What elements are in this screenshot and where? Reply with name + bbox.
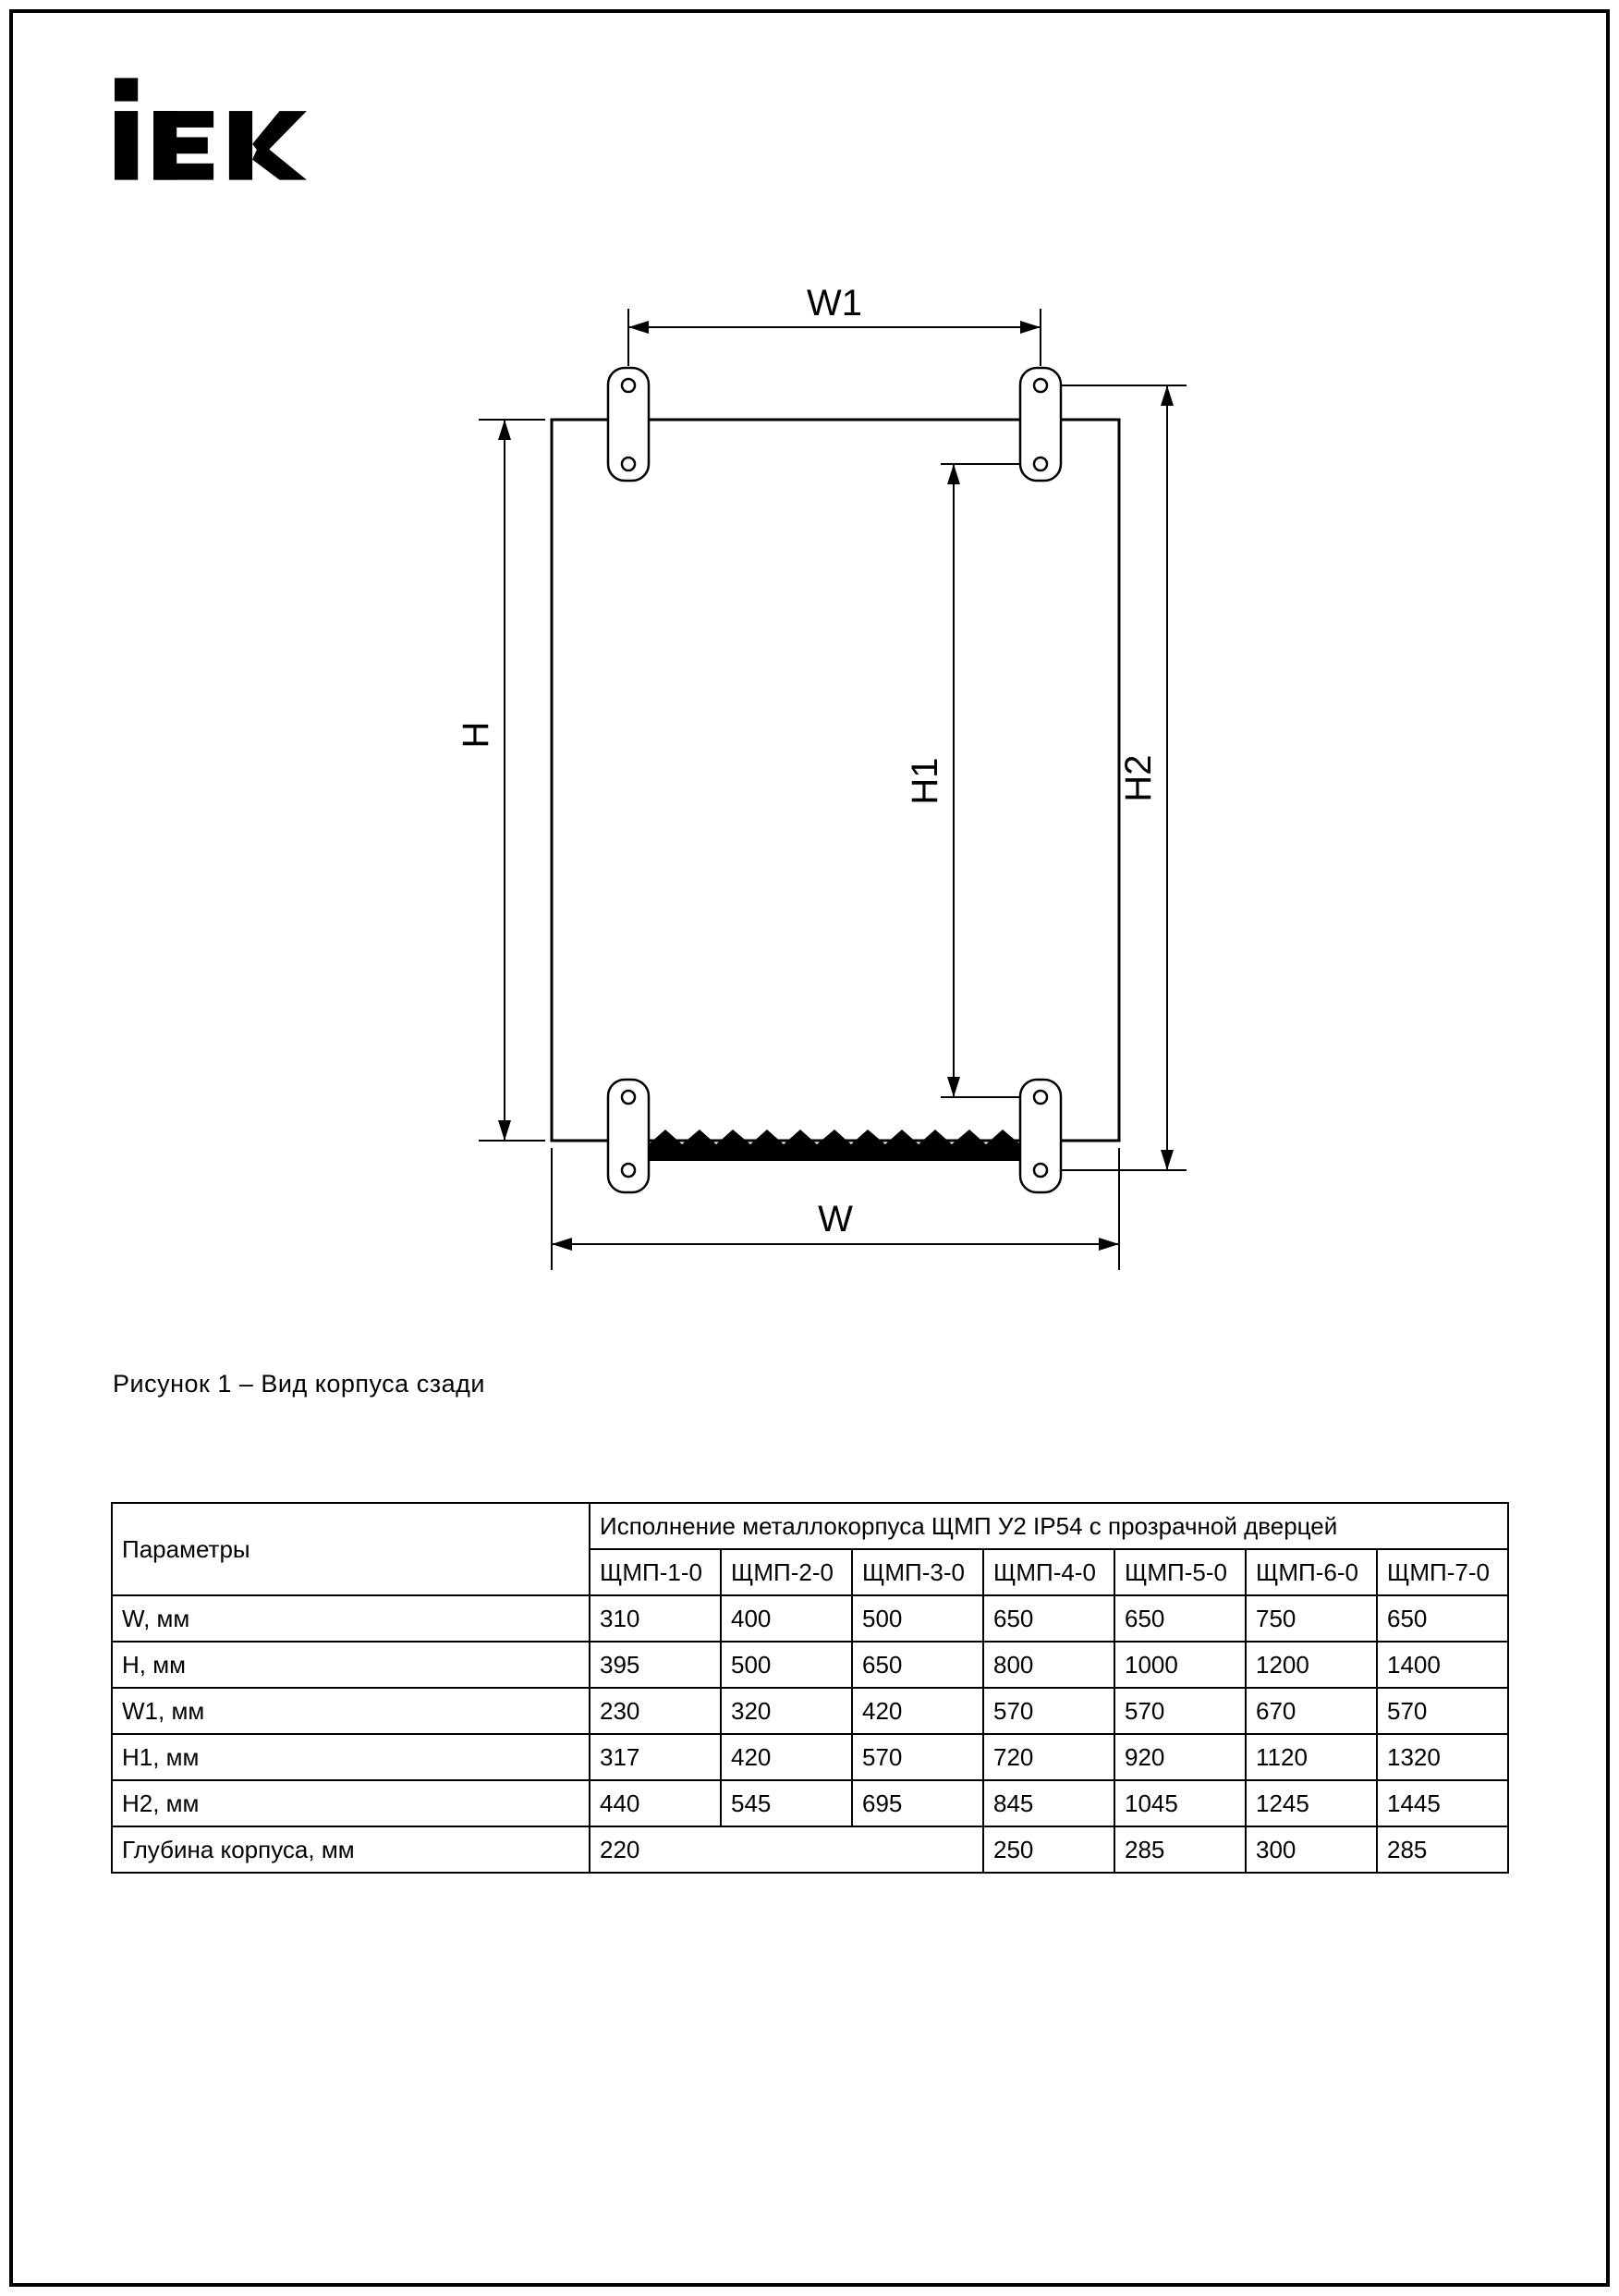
value-cell: 250: [983, 1826, 1114, 1873]
bracket-hole: [622, 1091, 635, 1104]
value-cell: 570: [1114, 1688, 1246, 1734]
value-cell: 420: [721, 1734, 852, 1780]
model-header: ЩМП-4-0: [983, 1549, 1114, 1595]
value-cell: 285: [1114, 1826, 1246, 1873]
value-cell: 670: [1246, 1688, 1377, 1734]
value-cell: 1320: [1377, 1734, 1508, 1780]
model-header: ЩМП-2-0: [721, 1549, 852, 1595]
value-cell: 400: [721, 1595, 852, 1642]
value-cell: 720: [983, 1734, 1114, 1780]
value-cell: 570: [852, 1734, 983, 1780]
arrowhead: [1020, 321, 1041, 334]
dim-label-w: W: [818, 1199, 853, 1240]
table-header-group: Исполнение металлокорпуса ЩМП У2 IP54 с прозрачной дверцей: [590, 1503, 1508, 1549]
param-label: H1, мм: [112, 1734, 590, 1780]
table-header-row-1: [112, 1503, 1508, 1549]
value-cell: 650: [1114, 1595, 1246, 1642]
value-cell: 1120: [1246, 1734, 1377, 1780]
value-cell: 570: [1377, 1688, 1508, 1734]
value-cell: 650: [1377, 1595, 1508, 1642]
serrated-rail: [649, 1130, 1020, 1161]
dim-label-w1: W1: [807, 283, 862, 324]
value-cell: 1200: [1246, 1642, 1377, 1688]
value-cell: 1245: [1246, 1780, 1377, 1826]
param-label: Глубина корпуса, мм: [112, 1826, 590, 1873]
value-cell: 920: [1114, 1734, 1246, 1780]
table-row: [112, 1826, 1508, 1873]
value-cell: 285: [1377, 1826, 1508, 1873]
value-cell: 420: [852, 1688, 983, 1734]
dim-label-h: H: [456, 721, 496, 749]
table-header-parameters: Параметры: [112, 1503, 590, 1595]
value-cell: 1045: [1114, 1780, 1246, 1826]
value-cell: 1000: [1114, 1642, 1246, 1688]
arrowhead: [1099, 1238, 1119, 1251]
value-cell: 220: [590, 1826, 983, 1873]
value-cell: 1445: [1377, 1780, 1508, 1826]
table-row: [112, 1595, 1508, 1642]
bracket-hole: [622, 1164, 635, 1177]
value-cell: 845: [983, 1780, 1114, 1826]
bracket-hole: [1034, 458, 1047, 470]
table-row: [112, 1688, 1508, 1734]
model-header: ЩМП-7-0: [1377, 1549, 1508, 1595]
bracket-hole: [1034, 1164, 1047, 1177]
value-cell: 1400: [1377, 1642, 1508, 1688]
bracket-hole: [1034, 1091, 1047, 1104]
value-cell: 230: [590, 1688, 721, 1734]
param-label: W, мм: [112, 1595, 590, 1642]
model-header: ЩМП-5-0: [1114, 1549, 1246, 1595]
table-row: [112, 1780, 1508, 1826]
value-cell: 650: [852, 1642, 983, 1688]
bracket-hole: [1034, 379, 1047, 392]
value-cell: 440: [590, 1780, 721, 1826]
dim-label-h2: H2: [1118, 754, 1159, 802]
value-cell: 650: [983, 1595, 1114, 1642]
table-row: [112, 1734, 1508, 1780]
arrowhead: [1161, 1150, 1174, 1170]
arrowhead: [498, 1120, 511, 1141]
table-row: [112, 1642, 1508, 1688]
bracket-hole: [622, 379, 635, 392]
model-header: ЩМП-1-0: [590, 1549, 721, 1595]
value-cell: 310: [590, 1595, 721, 1642]
model-header: ЩМП-6-0: [1246, 1549, 1377, 1595]
arrowhead: [498, 420, 511, 440]
bracket-hole: [622, 458, 635, 470]
arrowhead: [552, 1238, 572, 1251]
arrowhead: [1161, 385, 1174, 406]
dimension-h: [479, 420, 545, 1141]
param-label: H2, мм: [112, 1780, 590, 1826]
value-cell: 395: [590, 1642, 721, 1688]
arrowhead: [628, 321, 649, 334]
value-cell: 317: [590, 1734, 721, 1780]
value-cell: 800: [983, 1642, 1114, 1688]
cabinet-outline: [552, 420, 1119, 1141]
value-cell: 320: [721, 1688, 852, 1734]
param-label: H, мм: [112, 1642, 590, 1688]
value-cell: 500: [852, 1595, 983, 1642]
value-cell: 695: [852, 1780, 983, 1826]
value-cell: 750: [1246, 1595, 1377, 1642]
dim-label-h1: H1: [905, 757, 945, 805]
dimensions-table: [111, 1502, 1509, 1874]
value-cell: 300: [1246, 1826, 1377, 1873]
param-label: W1, мм: [112, 1688, 590, 1734]
value-cell: 545: [721, 1780, 852, 1826]
value-cell: 570: [983, 1688, 1114, 1734]
value-cell: 500: [721, 1642, 852, 1688]
model-header: ЩМП-3-0: [852, 1549, 983, 1595]
figure-caption: Рисунок 1 – Вид корпуса сзади: [113, 1370, 485, 1398]
